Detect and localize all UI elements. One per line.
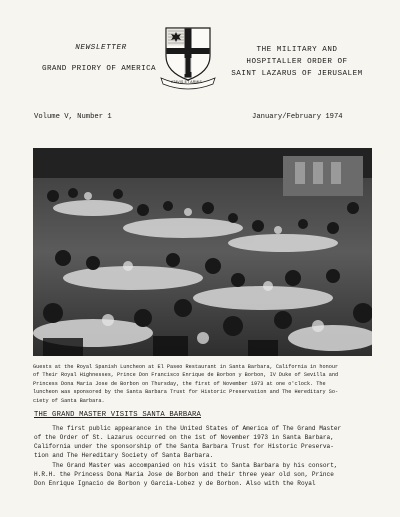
masthead-right xyxy=(217,44,377,80)
order-name-line: THE MILITARY AND xyxy=(256,46,338,54)
caption-line: luncheon was sponsored by the Santa Barbara Trust for Historic Preservation and The Hereditary So- xyxy=(33,389,339,396)
order-crest xyxy=(157,26,219,92)
caption-line: ciety of Santa Barbara. xyxy=(33,397,105,404)
paragraph-line: H.R.H. the Princess Dona Maria Jose de Borbon and their three year old son, Prince xyxy=(34,470,334,478)
caption-line: Princess Dona Maria Jose de Borbon on Thursday, the first of November 1973 at one o'clock. The xyxy=(33,380,326,387)
paragraph-line: California under the sponsorship of the Santa Barbara Trust for Historic Preserva- xyxy=(34,442,334,450)
crest-motto: ATAVIS ET ARMIS xyxy=(171,80,203,84)
caption-line: Guests at the Royal Spanish Luncheon at El Paseo Restaurant in Santa Barbara, California in honour xyxy=(33,364,339,370)
masthead-left xyxy=(36,44,166,73)
article-paragraph-1 xyxy=(34,425,380,461)
order-name-line: HOSPITALLER ORDER OF xyxy=(246,58,348,66)
luncheon-photo xyxy=(33,148,372,356)
paragraph-line: tion and The Hereditary Society of Santa Barbara. xyxy=(34,451,214,459)
issue-volume: Volume V, Number 1 xyxy=(34,113,112,121)
paragraph-line: of the Order of St. Lazarus occurred on the 1st of November 1973 in Santa Barbara, xyxy=(34,433,334,441)
order-name-line: SAINT LAZARUS OF JERUSALEM xyxy=(231,70,363,78)
issue-date: January/February 1974 xyxy=(252,113,343,121)
article-paragraph-2 xyxy=(34,462,380,489)
crowd-photo-illustration xyxy=(33,148,372,356)
paragraph-line: The Grand Master was accompanied on his visit to Santa Barbara by his consort, xyxy=(34,462,338,469)
caption-line: of Their Royal Highnesses, Prince Don Francisco Enrique de Borbon y Borbon, IV Duke of Sevilla and xyxy=(33,372,339,379)
grand-priory-label: GRAND PRIORY OF AMERICA xyxy=(41,65,156,73)
paragraph-line: Don Enrique Ignacio de Borbon y Garcia-Lobez y de Borbon. Also with the Royal xyxy=(34,479,316,487)
paragraph-line: The first public appearance in the United States of America of The Grand Master xyxy=(34,425,342,432)
newsletter-label: NEWSLETTER xyxy=(75,44,127,52)
photo-caption xyxy=(33,363,377,405)
article-heading: THE GRAND MASTER VISITS SANTA BARBARA xyxy=(34,411,201,419)
